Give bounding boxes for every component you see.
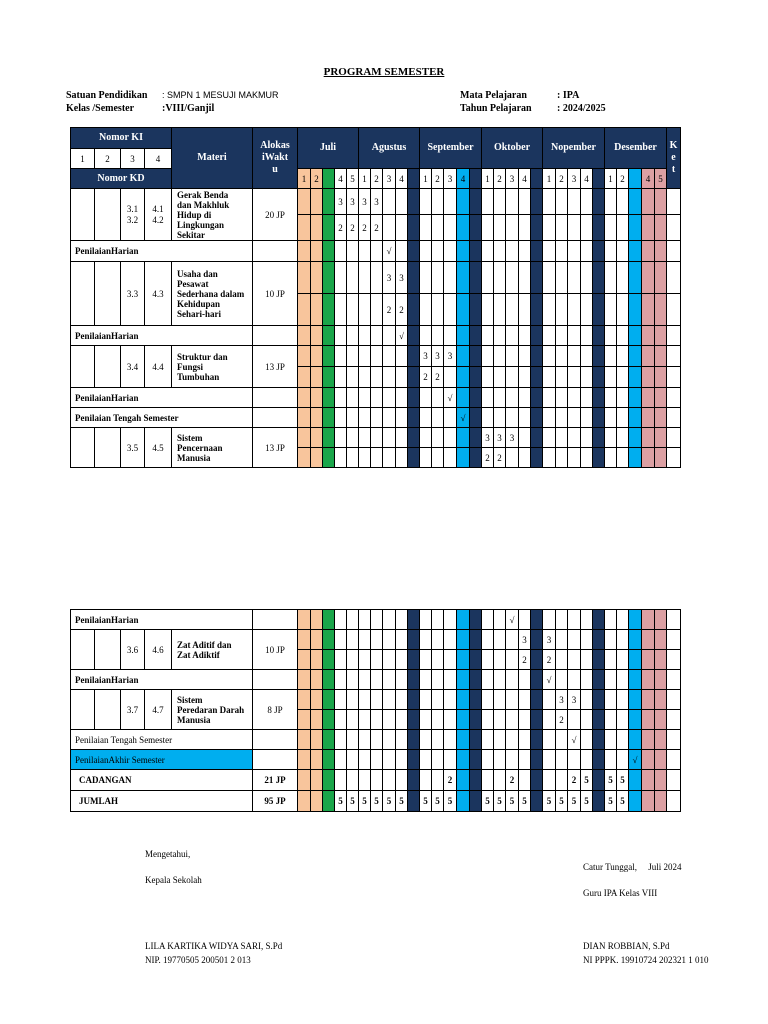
week-cell: 1	[298, 169, 311, 189]
table-row: 2 2	[71, 650, 681, 670]
week-cell: 2	[494, 169, 506, 189]
materi-cell: Zat Aditif dan Zat Adiktif	[172, 630, 253, 670]
cadangan-label: CADANGAN	[71, 770, 253, 791]
month-desember: Desember	[605, 128, 667, 169]
week-cell: 2	[311, 169, 323, 189]
pas-label: PenilaianAkhir Semester	[71, 750, 253, 770]
week-cell	[323, 169, 335, 189]
satuan-value: : SMPN 1 MESUJI MAKMUR	[162, 90, 279, 100]
week-cell: 4	[457, 169, 470, 189]
mapel-label: Mata Pelajaran	[460, 90, 527, 101]
table-row: 2 2 2 2	[71, 215, 681, 241]
kd3-cell: 3.3	[121, 262, 145, 326]
check-mark: √	[396, 326, 408, 346]
week-cell: 5	[655, 169, 667, 189]
week-cell	[470, 169, 482, 189]
pts-label: Penilaian Tengah Semester	[71, 730, 253, 750]
alokasi-cell: 8 JP	[253, 690, 298, 730]
kepala-sekolah-text: Kepala Sekolah	[145, 875, 202, 885]
month-juli: Juli	[298, 128, 359, 169]
mengetahui-text: Mengetahui,	[145, 849, 191, 859]
head-row-3	[71, 169, 681, 189]
week-cell	[593, 169, 605, 189]
week-cell: 1	[420, 169, 432, 189]
kd4-cell: 4.4	[145, 346, 172, 388]
check-mark: √	[543, 670, 556, 690]
kd4-cell: 4.3	[145, 262, 172, 326]
table-row	[71, 610, 681, 630]
penilaian-harian-label: PenilaianHarian	[71, 610, 253, 630]
table-row	[71, 326, 681, 346]
alokasi-cell: 13 JP	[253, 428, 298, 468]
kd4-cell: 4.7	[145, 690, 172, 730]
month-nopember: Nopember	[543, 128, 605, 169]
week-cell: 3	[568, 169, 581, 189]
materi-cell: Struktur dan Fungsi Tumbuhan	[172, 346, 253, 388]
place-date-text: Catur Tunggal, Juli 2024	[583, 862, 682, 872]
month-september: September	[420, 128, 482, 169]
alokasi-cell: 13 JP	[253, 346, 298, 388]
kelas-label: Kelas /Semester	[66, 103, 135, 114]
check-mark: √	[568, 730, 581, 750]
month-agustus: Agustus	[359, 128, 420, 169]
table-row	[71, 730, 681, 750]
table-row: 2	[71, 710, 681, 730]
jumlah-alokasi: 95 JP	[253, 791, 298, 812]
table-row: 2 2	[71, 294, 681, 326]
week-cell: 2	[371, 169, 383, 189]
table-row: 3.6 4.6 Zat Aditif dan Zat Adiktif 10 JP 3 3	[71, 630, 681, 650]
tahun-value: : 2024/2025	[557, 103, 606, 114]
week-cell	[408, 169, 420, 189]
kd4-cell: 4.5	[145, 428, 172, 468]
materi-cell: Usaha dan Pesawat Sederhana dalam Kehidupan Sehari-hari	[172, 262, 253, 326]
week-cell: 1	[605, 169, 617, 189]
guru-title-text: Guru IPA Kelas VIII	[583, 888, 658, 898]
kd3-cell: 3.1 3.2	[121, 189, 145, 241]
month-oktober: Oktober	[482, 128, 543, 169]
table-row	[71, 750, 681, 770]
ki-number: 4	[145, 149, 172, 169]
week-cell: 4	[581, 169, 593, 189]
guru-name: DIAN ROBBIAN, S.Pd	[583, 941, 670, 951]
tahun-label: Tahun Pelajaran	[460, 103, 532, 114]
program-table-top	[70, 127, 681, 468]
week-cell: 1	[543, 169, 556, 189]
week-cell	[531, 169, 543, 189]
document-title: PROGRAM SEMESTER	[323, 66, 445, 78]
ki-cell	[71, 189, 95, 241]
alokasi-cell: 10 JP	[253, 630, 298, 670]
kd4-cell: 4.6	[145, 630, 172, 670]
materi-cell: Sistem Pencernaan Manusia	[172, 428, 253, 468]
week-cell: 4	[335, 169, 347, 189]
kd3-cell: 3.4	[121, 346, 145, 388]
kepala-nip: NIP. 19770505 200501 2 013	[145, 955, 251, 965]
week-cell	[629, 169, 642, 189]
check-mark: √	[383, 241, 396, 262]
pts-label: Penilaian Tengah Semester	[71, 408, 253, 428]
week-cell: 1	[482, 169, 494, 189]
week-cell: 4	[396, 169, 408, 189]
kepala-name: LILA KARTIKA WIDYA SARI, S.Pd	[145, 941, 283, 951]
week-cell: 5	[347, 169, 359, 189]
kd3-cell: 3.5	[121, 428, 145, 468]
check-mark: √	[506, 610, 519, 630]
table-row	[71, 670, 681, 690]
table-row: JUMLAH 95 JP 5 5 5 5 5 5 5 5 5 5 5 5 5 5 5 5 5 5 5	[71, 791, 681, 812]
guru-nip: NI PPPK. 19910724 202321 1 010	[583, 955, 709, 965]
satuan-label: Satuan Pendidikan	[66, 90, 148, 101]
head-row-1	[71, 128, 681, 149]
week-cell: 3	[444, 169, 457, 189]
table-row	[71, 388, 681, 408]
kd4-cell: 4.1 4.2	[145, 189, 172, 241]
table-row	[71, 241, 681, 262]
ki-cell	[95, 189, 121, 241]
ki-number: 1	[71, 149, 95, 169]
week-cell: 4	[519, 169, 531, 189]
week-cell: 3	[506, 169, 519, 189]
table-row: 3.7 4.7 Sistem Peredaran Darah Manusia 8 JP 3 3	[71, 690, 681, 710]
table-row: 3.1 3.2 4.1 4.2 Gerak Benda dan Makhluk Hidup di Lingkungan Sekitar 20 JP 3 3 3 3	[71, 189, 681, 215]
alokasi-cell: 20 JP	[253, 189, 298, 241]
week-cell: 2	[617, 169, 629, 189]
kd3-cell: 3.6	[121, 630, 145, 670]
alokasi-header: Alokas iWakt u	[253, 128, 298, 189]
program-table-bottom	[70, 609, 681, 812]
table-row: 3.4 4.4 Struktur dan Fungsi Tumbuhan 13 JP 3 3 3	[71, 346, 681, 367]
table-row	[71, 408, 681, 428]
week-cell: 4	[642, 169, 655, 189]
cadangan-alokasi: 21 JP	[253, 770, 298, 791]
week-cell: 2	[556, 169, 568, 189]
week-cell: 1	[359, 169, 371, 189]
materi-header: Materi	[172, 128, 253, 189]
nomor-kd-header: Nomor KD	[71, 169, 172, 189]
table-row: 2 2	[71, 448, 681, 468]
tahun-row	[460, 103, 606, 114]
table-row: 3.5 4.5 Sistem Pencernaan Manusia 13 JP 3 3 3	[71, 428, 681, 448]
kd3-cell: 3.7	[121, 690, 145, 730]
table-row: 3.3 4.3 Usaha dan Pesawat Sederhana dalam Kehidupan Sehari-hari 10 JP 3 3	[71, 262, 681, 294]
ki-number: 2	[95, 149, 121, 169]
ki-number: 3	[121, 149, 145, 169]
table-row: CADANGAN 21 JP 2 2 2 5 5 5	[71, 770, 681, 791]
penilaian-harian-label: PenilaianHarian	[71, 670, 253, 690]
penilaian-harian-label: PenilaianHarian	[71, 326, 253, 346]
table-row: 2 2	[71, 367, 681, 388]
materi-cell: Sistem Peredaran Darah Manusia	[172, 690, 253, 730]
jumlah-label: JUMLAH	[71, 791, 253, 812]
penilaian-harian-label: PenilaianHarian	[71, 241, 253, 262]
week-cell: 2	[432, 169, 444, 189]
mapel-row	[460, 90, 579, 101]
week-cell: 3	[383, 169, 396, 189]
materi-cell: Gerak Benda dan Makhluk Hidup di Lingkungan Sekitar	[172, 189, 253, 241]
ket-header: K e t	[667, 128, 681, 189]
check-mark: √	[444, 388, 457, 408]
mapel-value: : IPA	[557, 90, 580, 101]
kelas-row	[66, 103, 214, 114]
check-mark: √	[629, 750, 642, 770]
penilaian-harian-label: PenilaianHarian	[71, 388, 253, 408]
satuan-row	[66, 90, 279, 101]
check-mark: √	[457, 408, 470, 428]
kelas-value: :VIII/Ganjil	[162, 103, 215, 114]
alokasi-cell: 10 JP	[253, 262, 298, 326]
nomor-ki-header: Nomor KI	[71, 128, 172, 149]
